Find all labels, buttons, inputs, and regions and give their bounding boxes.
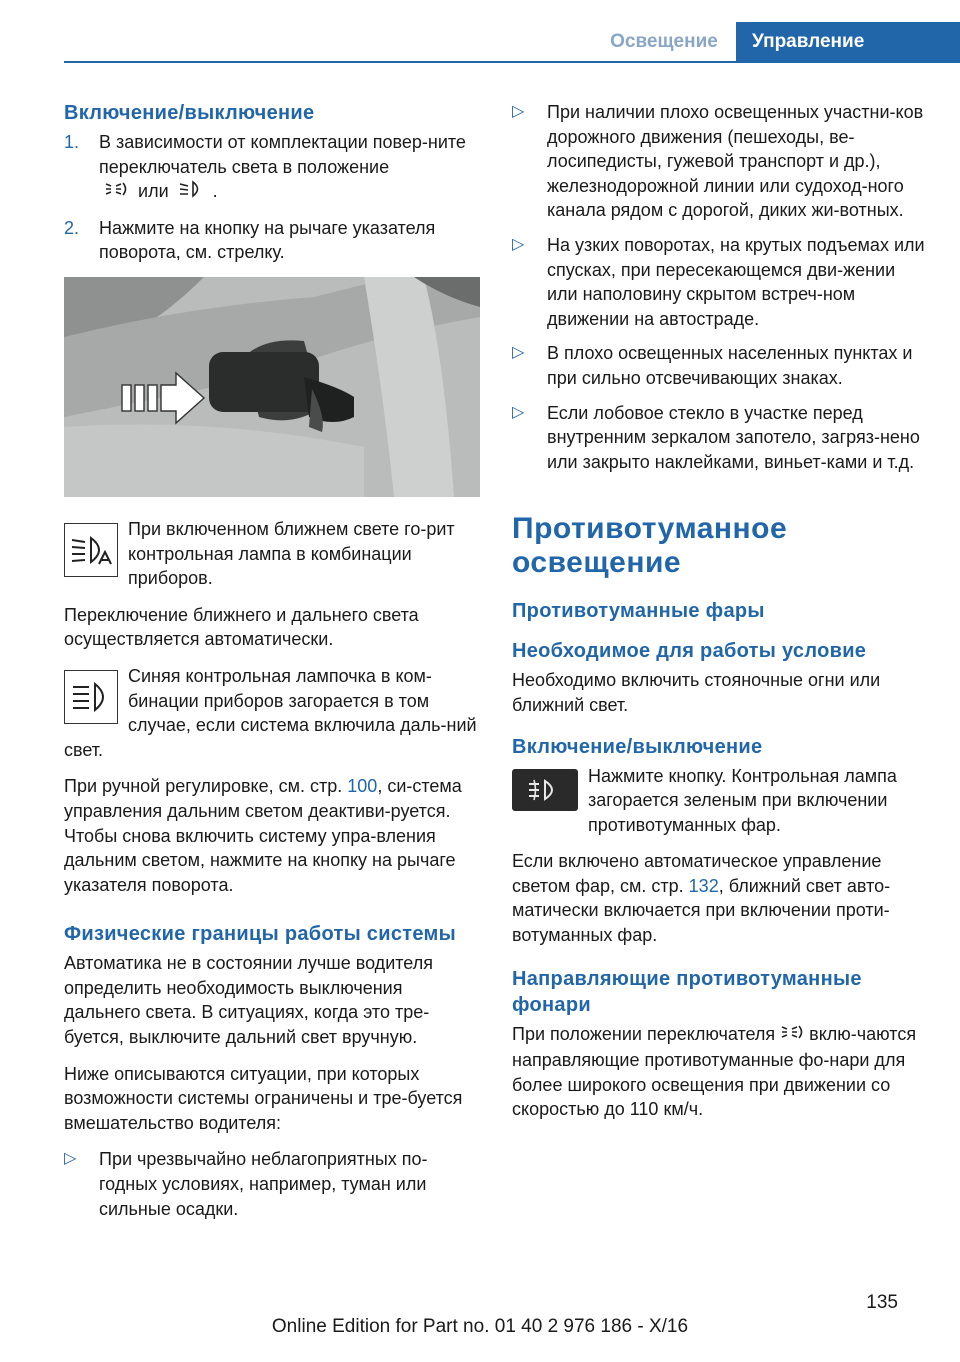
step-text: В зависимости от комплектации повер‐ните переключатель света в положение xyxy=(99,132,466,177)
bullet-item xyxy=(512,341,926,390)
low-beam-icon xyxy=(178,179,204,206)
condition-text: Необходимо включить стояночные огни или ближний свет. xyxy=(512,670,881,715)
fog-button-text: Нажмите кнопку. Контрольная лампа загорается зеленым при включении противотуманных фар. xyxy=(588,765,897,835)
bullet-item xyxy=(512,100,926,223)
heading-fog-lamps: Противотуманные фары xyxy=(512,600,765,623)
step-or: или xyxy=(138,181,169,202)
switching-text: Переключение ближнего и дальнего света осуществляется автоматически. xyxy=(64,604,419,650)
limits-text-1: Автоматика не в состоянии лучше водителя определить необходимость выключения дальнего света. В ситуациях, когда это тре‐буется, выключите дальний свет вручную. xyxy=(64,953,433,1048)
triangle-bullet-icon: ▷ xyxy=(512,103,525,120)
turn-signal-lever-photo xyxy=(64,277,480,497)
auto-light-text: Если включено автоматическое управление светом фар, см. стр. 132, ближний свет авто‐матически включается при включении проти‐вотуманных фар. xyxy=(512,851,891,946)
bullet-text: В плохо освещенных населенных пунктах и при сильно отсвечивающих знаках. xyxy=(547,343,913,388)
step-end: . xyxy=(212,181,218,202)
limits-text-2: Ниже описываются ситуации, при которых возможности системы ограничены и тре‐буется вмешательство водителя: xyxy=(64,1063,463,1133)
low-beam-indicator-para xyxy=(64,517,480,591)
step-2 xyxy=(64,216,480,265)
high-beam-indicator-text: Синяя контрольная лампочка в ком‐бинации приборов загорается в том случае, если система включила даль‐ний свет. xyxy=(64,665,477,760)
triangle-bullet-icon: ▷ xyxy=(64,1150,77,1168)
bullet-text: При наличии плохо освещенных участни‐ков дорожного движения (пешеходы, ве‐лосипедисты, гужевой транспорт и др.), железнодорожной линии или судоход‐ного канала рядом с дорогой, диких жи‐вотных. xyxy=(547,102,924,221)
right-column xyxy=(512,100,926,1134)
cornering-text: При положении переключателя вклю‐чаются направляющие противотуманные фо‐нари для более широкого освещения при движении со скоростью до 110 км/ч. xyxy=(512,1022,926,1122)
page-link[interactable]: 100 xyxy=(347,776,378,797)
high-beam-indicator-para xyxy=(64,664,480,762)
step-1 xyxy=(64,130,480,206)
left-column xyxy=(64,100,480,1231)
parking-light-icon xyxy=(103,179,129,206)
heading-fog-on-off: Включение/выключение xyxy=(512,735,763,758)
bullet-item xyxy=(512,401,926,475)
triangle-bullet-icon: ▷ xyxy=(512,344,525,362)
bullet-text: При чрезвычайно неблагоприятных по‐годных условиях, например, туман или сильные осадки. xyxy=(99,1149,428,1219)
front-fog-button-icon xyxy=(512,769,578,811)
heading-on-off: Включение/выключение xyxy=(64,102,315,124)
bullet-item xyxy=(64,1147,480,1221)
header-chapter: Управление xyxy=(736,22,960,62)
triangle-bullet-icon: ▷ xyxy=(512,235,525,253)
heading-condition: Необходимое для работы условие xyxy=(512,640,867,663)
heading-limits: Физические границы работы системы xyxy=(64,923,456,946)
header-section: Освещение xyxy=(610,31,718,52)
bullet-item xyxy=(512,233,926,331)
step-number: 2. xyxy=(64,217,80,238)
bullet-text: Если лобовое стекло в участке перед внутренним зеркалом запотело, загряз‐нено или закрыто наклейками, виньет‐ками и т.д. xyxy=(547,402,920,472)
page-number: 135 xyxy=(866,1292,898,1313)
fog-button-para xyxy=(512,764,926,838)
page-link[interactable]: 132 xyxy=(688,875,719,896)
triangle-bullet-icon: ▷ xyxy=(512,403,525,421)
low-beam-indicator-icon xyxy=(64,523,118,577)
high-beam-indicator-icon xyxy=(64,670,118,724)
heading-cornering-lights: Направляющие противотуманные фонари xyxy=(512,967,862,1016)
parking-light-icon xyxy=(779,1022,805,1049)
footer-edition: Online Edition for Part no. 01 40 2 976 186 - X/16 xyxy=(271,1316,689,1337)
manual-text: При ручной регулировке, см. стр. 100, си‐стема управления дальним светом деактиви‐руется. Чтобы снова включить систему упра‐вления дальним светом, нажмите на кнопку на рычаге указателя поворота. xyxy=(64,776,462,895)
step-number: 1. xyxy=(64,132,80,152)
header-divider xyxy=(64,61,960,63)
bullet-text: На узких поворотах, на крутых подъемах или спусках, при пересекающемся дви‐жении или наполовину скрытом встреч‐ном движении на автостраде. xyxy=(547,234,925,329)
low-beam-indicator-text: При включенном ближнем свете го‐рит контрольная лампа в комбинации приборов. xyxy=(128,518,455,589)
step-text: Нажмите на кнопку на рычаге указателя поворота, см. стрелку. xyxy=(99,217,436,263)
heading-fog-lighting: Противотуманное освещение xyxy=(512,512,788,580)
